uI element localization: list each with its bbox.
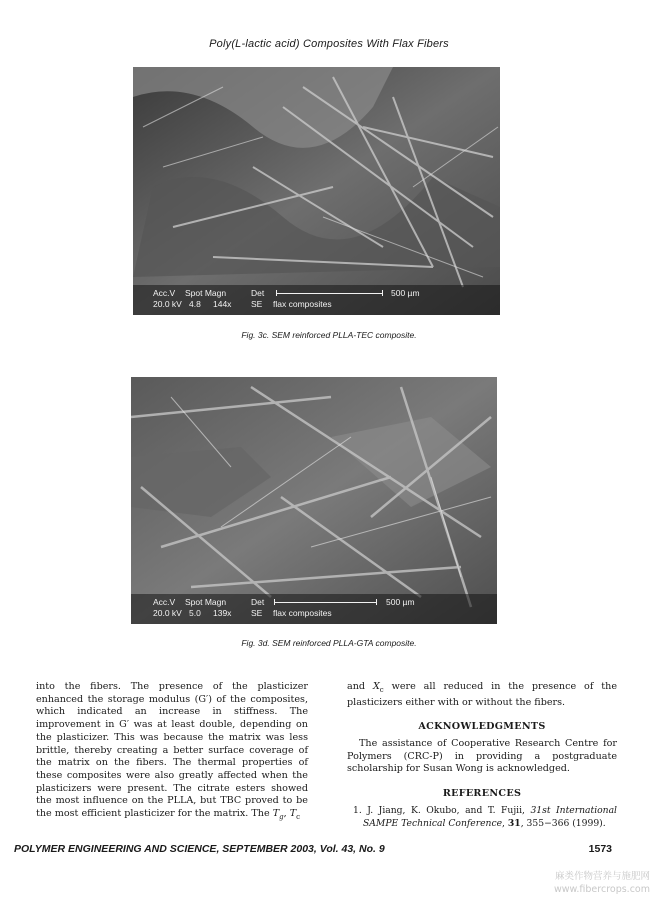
databar-label: flax composites xyxy=(273,299,332,309)
databar-spot-magn: Spot Magn xyxy=(185,597,227,607)
scale-bar-label: 500 µm xyxy=(391,288,420,298)
scale-bar-tick-right xyxy=(382,290,383,296)
databar-se: SE xyxy=(251,299,263,309)
sem-micrograph-texture xyxy=(131,377,497,624)
databar-magn: 139x xyxy=(213,608,232,618)
tg-symbol: T xyxy=(272,808,280,820)
databar-acc-v: Acc.V xyxy=(153,597,176,607)
sem-databar xyxy=(133,285,500,315)
xc-symbol: X xyxy=(372,681,380,692)
sem-micrograph-texture xyxy=(133,67,500,315)
databar-det: Det xyxy=(251,597,265,607)
reference-authors: J. Jiang, K. Okubo, and T. Fujii, xyxy=(367,804,531,816)
databar-spot-magn: Spot Magn xyxy=(185,288,227,298)
watermark-line-2: www.fibercrops.com xyxy=(553,884,650,895)
databar-spot: 4.8 xyxy=(189,299,201,309)
sem-image-fig-3d xyxy=(131,377,497,624)
continuation-pre: and X xyxy=(347,681,380,692)
databar-det: Det xyxy=(251,288,265,298)
scale-bar-tick-left xyxy=(274,599,275,605)
xc-subscript: c xyxy=(379,685,384,694)
left-column-text xyxy=(36,681,308,824)
figure-caption-3c: Fig. 3c. SEM reinforced PLLA-TEC composite. xyxy=(241,330,417,340)
acknowledgments-heading: ACKNOWLEDGMENTS xyxy=(418,721,546,733)
watermark xyxy=(554,870,650,896)
databar-kv: 20.0 kV xyxy=(153,608,182,618)
scale-bar-tick-right xyxy=(376,599,377,605)
continuation-post: were all reduced in the presence of the plasticizers either with or without the fibers. xyxy=(347,681,617,708)
references-heading: REFERENCES xyxy=(442,788,522,800)
reference-number: 1. xyxy=(353,804,362,816)
sem-databar xyxy=(131,594,497,624)
databar-se: SE xyxy=(251,608,263,618)
journal-footer: POLYMER ENGINEERING AND SCIENCE, SEPTEMBER 2003, Vol. 43, No. 9 xyxy=(14,843,385,855)
databar-kv: 20.0 kV xyxy=(153,299,182,309)
databar-spot: 5.0 xyxy=(189,608,201,618)
left-paragraph: into the fibers. The presence of the plasticizer enhanced the storage modulus (G′) of the composites, which indicated an increase in stiffness. The improvement in G′ was at least double, depending on the plasticizer. This was because the matrix was less brittle, thereby creating a better surface coverage of the matrix on the fibers. The thermal properties of these composites were also greatly affected when the plasticizers were present. The citrate esters showed the most influence on the PLLA, but TBC proved to be the most efficient plasticizer for the matrix. The $T_g$, $T_c$ xyxy=(36,681,308,821)
scale-bar-tick-left xyxy=(276,290,277,296)
tc-subscript: c xyxy=(296,812,301,821)
acknowledgments-text: The assistance of Cooperative Research Centre for Polymers (CRC-P) in providing a postgraduate scholarship for Susan Wong is acknowledged. xyxy=(347,738,617,775)
reference-1: 1. J. Jiang, K. Okubo, and T. Fujii, 31st International SAMPE Technical Conference, 31, 355−366 (1999). xyxy=(353,804,617,829)
databar-label: flax composites xyxy=(273,608,332,618)
reference-pages: , 355−366 (1999). xyxy=(520,817,606,829)
databar-acc-v: Acc.V xyxy=(153,288,176,298)
continuation-paragraph xyxy=(347,681,617,709)
page-number: 1573 xyxy=(588,843,612,855)
reference-title: 31st International SAMPE Technical Conference xyxy=(363,804,617,829)
scale-bar-label: 500 µm xyxy=(386,597,415,607)
tg-subscript: g xyxy=(279,812,284,821)
running-head: Poly(L-lactic acid) Composites With Flax Fibers xyxy=(209,38,449,50)
watermark-line-1: 麻类作物营养与施肥网 xyxy=(554,871,650,882)
databar-magn: 144x xyxy=(213,299,232,309)
scale-bar xyxy=(274,602,376,603)
scale-bar xyxy=(276,293,382,294)
left-paragraph-text: into the fibers. The presence of the plasticizer enhanced the storage modulus (G′) of the composites, which indicated an increase in stiffness. The improvement in G′ was at least double, depending on the plasticizer. This was because the matrix was less brittle, thereby creating a better surface coverage of the matrix on the fibers. The thermal properties of these composites were also greatly affected when the plasticizers were present. The citrate esters showed the most influence on the PLLA, but TBC proved to be the most efficient plasticizer for the matrix. The T xyxy=(36,681,308,820)
right-column-text xyxy=(347,681,617,830)
sem-image-fig-3c xyxy=(133,67,500,315)
reference-volume: 31 xyxy=(507,817,521,829)
figure-caption-3d: Fig. 3d. SEM reinforced PLLA-GTA composite. xyxy=(241,638,417,648)
